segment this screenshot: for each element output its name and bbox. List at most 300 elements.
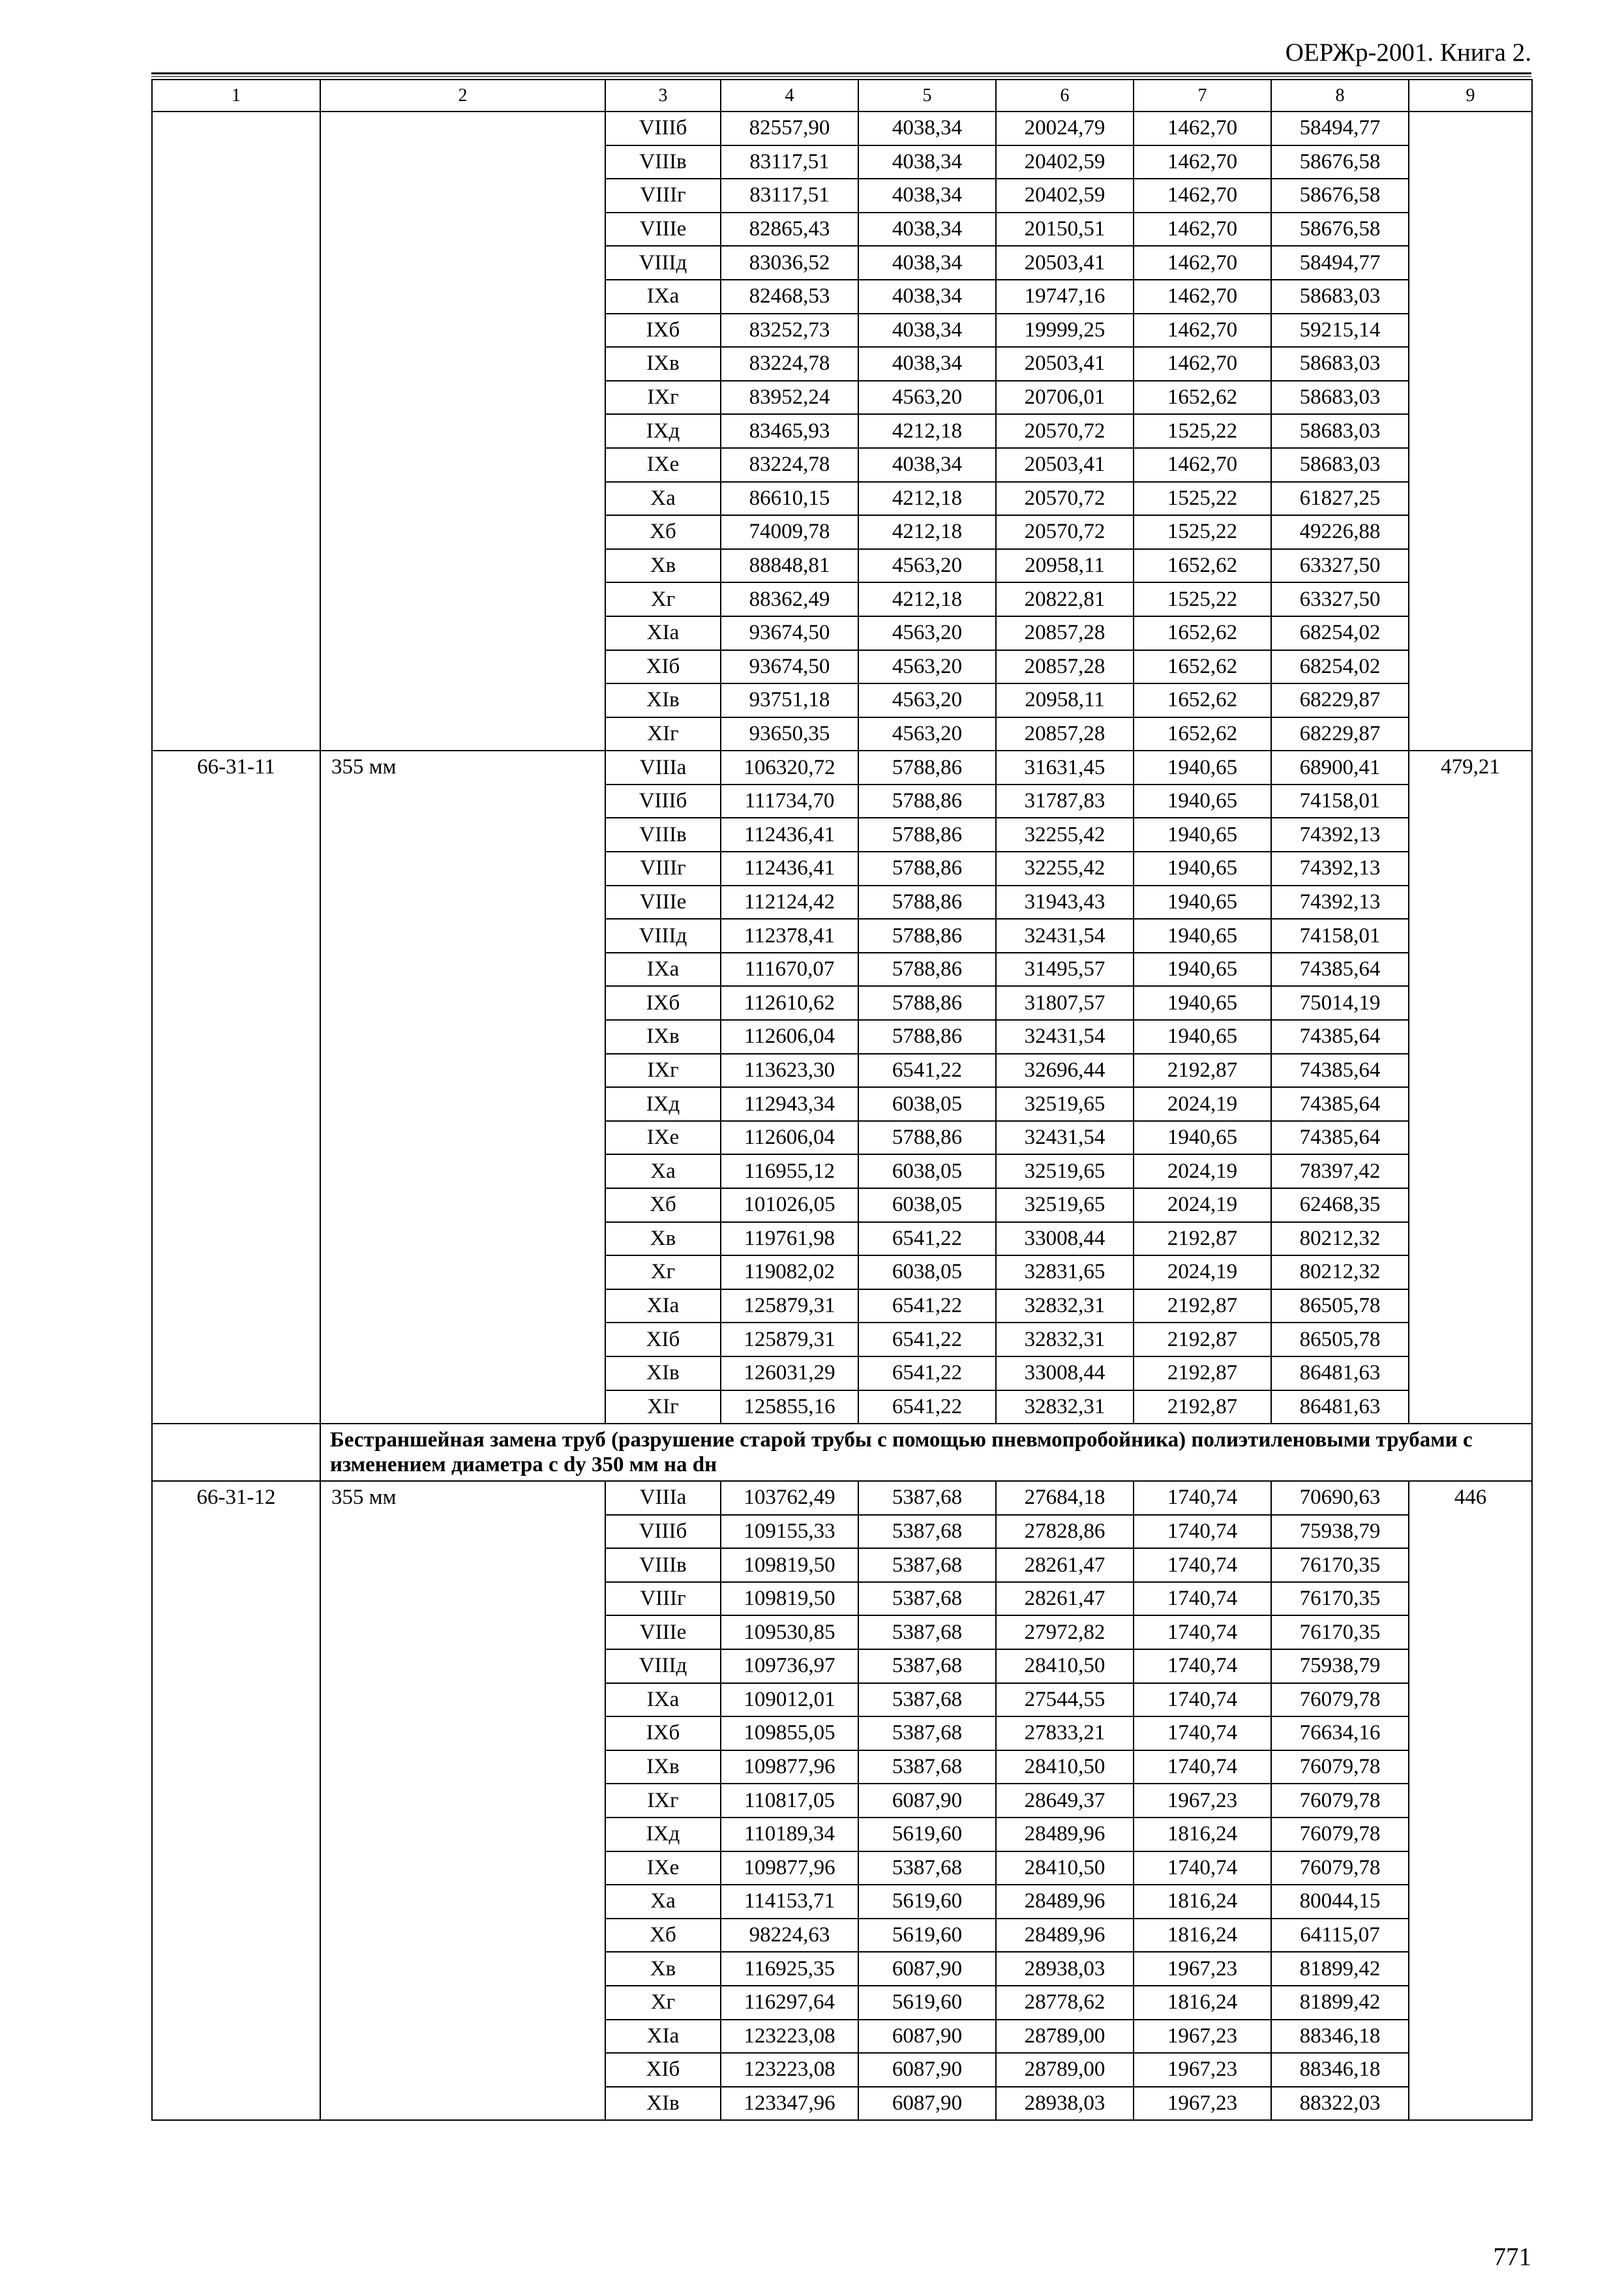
table-cell: XIa <box>605 616 721 650</box>
table-cell: 32696,44 <box>996 1054 1134 1088</box>
table-cell: 6087,90 <box>858 2087 996 2121</box>
table-cell: Xa <box>605 482 721 516</box>
table-cell: 28410,50 <box>996 1649 1134 1683</box>
table-cell: 1940,65 <box>1134 953 1271 987</box>
table-cell: 2192,87 <box>1134 1222 1271 1256</box>
table-cell: 1940,65 <box>1134 751 1271 785</box>
table-cell: 32255,42 <box>996 818 1134 852</box>
table-cell: 88848,81 <box>721 549 858 583</box>
table-cell: 110817,05 <box>721 1784 858 1818</box>
table-cell: 32519,65 <box>996 1087 1134 1121</box>
table-cell: 76079,78 <box>1271 1818 1409 1851</box>
table-cell: 76079,78 <box>1271 1784 1409 1818</box>
table-cell: 1967,23 <box>1134 2053 1271 2087</box>
table-cell: 61827,25 <box>1271 482 1409 516</box>
table-cell: 1740,74 <box>1134 1481 1271 1515</box>
table-cell: 82468,53 <box>721 280 858 314</box>
table-cell: 1525,22 <box>1134 482 1271 516</box>
table-cell: 32431,54 <box>996 919 1134 953</box>
table-cell: Xб <box>605 1919 721 1952</box>
table-cell: 2192,87 <box>1134 1289 1271 1323</box>
table-cell: 109736,97 <box>721 1649 858 1683</box>
table-cell: 5387,68 <box>858 1548 996 1582</box>
table-cell: 6038,05 <box>858 1154 996 1188</box>
table-cell: 6038,05 <box>858 1087 996 1121</box>
pipe-size: 355 мм <box>320 1481 605 2120</box>
table-cell: 82557,90 <box>721 112 858 145</box>
table-cell: 6087,90 <box>858 1952 996 1986</box>
table-cell: XIa <box>605 2020 721 2054</box>
table-cell: 4038,34 <box>858 347 996 381</box>
table-cell: 4563,20 <box>858 717 996 751</box>
table-cell: 86610,15 <box>721 482 858 516</box>
table-cell: 112436,41 <box>721 818 858 852</box>
table-cell: Xв <box>605 1222 721 1256</box>
table-cell: 58683,03 <box>1271 347 1409 381</box>
table-cell: 83224,78 <box>721 448 858 482</box>
table-cell: 1462,70 <box>1134 112 1271 145</box>
table-cell: 74158,01 <box>1271 785 1409 818</box>
table-cell: 86505,78 <box>1271 1289 1409 1323</box>
table-cell: 6038,05 <box>858 1188 996 1222</box>
table-cell: 20150,51 <box>996 213 1134 247</box>
table-cell: 1740,74 <box>1134 1548 1271 1582</box>
section-heading: Бестраншейная замена труб (разрушение старой трубы с помощью пневмопробойника) полиэтиленовыми трубами с изменением диаметра с dу 350 мм на dн <box>320 1424 1532 1481</box>
table-cell: VIIIe <box>605 213 721 247</box>
table-cell: IXe <box>605 1851 721 1885</box>
table-cell: 28410,50 <box>996 1750 1134 1784</box>
table-cell: IXд <box>605 414 721 448</box>
table-cell: 1652,62 <box>1134 683 1271 717</box>
table-cell: 28789,00 <box>996 2053 1134 2087</box>
table-cell: 106320,72 <box>721 751 858 785</box>
table-cell: 126031,29 <box>721 1356 858 1390</box>
rates-table-body <box>152 80 1532 2120</box>
table-cell: 109155,33 <box>721 1515 858 1549</box>
table-cell: IXe <box>605 1121 721 1155</box>
table-cell: 20024,79 <box>996 112 1134 145</box>
table-cell: 1652,62 <box>1134 650 1271 684</box>
table-cell: 2024,19 <box>1134 1087 1271 1121</box>
table-cell: 20570,72 <box>996 515 1134 549</box>
table-cell: 1940,65 <box>1134 852 1271 886</box>
table-cell: VIIIб <box>605 785 721 818</box>
column-9-value: 479,21 <box>1409 751 1532 1424</box>
table-cell: 6541,22 <box>858 1054 996 1088</box>
table-cell: IXб <box>605 1716 721 1750</box>
table-cell: 1967,23 <box>1134 2020 1271 2054</box>
table-cell: 28778,62 <box>996 1986 1134 2020</box>
table-cell: Xa <box>605 1885 721 1919</box>
table-cell: 4212,18 <box>858 482 996 516</box>
table-cell: 75014,19 <box>1271 986 1409 1020</box>
table-cell: 4038,34 <box>858 448 996 482</box>
table-cell: 6541,22 <box>858 1222 996 1256</box>
table-cell: 86481,63 <box>1271 1390 1409 1424</box>
table-cell: 27972,82 <box>996 1615 1134 1649</box>
column-number: 4 <box>721 80 858 112</box>
table-cell: 1740,74 <box>1134 1649 1271 1683</box>
table-cell: 88346,18 <box>1271 2053 1409 2087</box>
table-cell: 74158,01 <box>1271 919 1409 953</box>
pipe-size: 355 мм <box>320 751 605 1424</box>
table-cell: VIIIe <box>605 886 721 920</box>
table-cell: IXб <box>605 314 721 348</box>
table-cell: 1652,62 <box>1134 717 1271 751</box>
table-cell: 112943,34 <box>721 1087 858 1121</box>
table-cell: 5387,68 <box>858 1649 996 1683</box>
table-cell: 5788,86 <box>858 986 996 1020</box>
table-cell: 88346,18 <box>1271 2020 1409 2054</box>
table-cell: 1525,22 <box>1134 515 1271 549</box>
table-cell: 1816,24 <box>1134 1986 1271 2020</box>
table-cell: 27544,55 <box>996 1683 1134 1717</box>
table-cell: 27833,21 <box>996 1716 1134 1750</box>
table-cell: 28489,96 <box>996 1885 1134 1919</box>
table-cell: 5387,68 <box>858 1716 996 1750</box>
table-cell: 6087,90 <box>858 2053 996 2087</box>
table-cell: IXa <box>605 1683 721 1717</box>
table-cell: XIг <box>605 1390 721 1424</box>
table-cell: Xб <box>605 515 721 549</box>
table-cell: 1967,23 <box>1134 1952 1271 1986</box>
table-cell: 1525,22 <box>1134 582 1271 616</box>
table-cell: 5619,60 <box>858 1919 996 1952</box>
table-cell: 58676,58 <box>1271 145 1409 179</box>
table-cell: 1940,65 <box>1134 919 1271 953</box>
table-cell: 59215,14 <box>1271 314 1409 348</box>
header-rule-thick <box>151 72 1531 74</box>
table-cell: 1940,65 <box>1134 818 1271 852</box>
table-cell: VIIIa <box>605 751 721 785</box>
table-cell: 1940,65 <box>1134 785 1271 818</box>
page-header <box>151 34 1531 73</box>
table-cell: 68900,41 <box>1271 751 1409 785</box>
table-cell: 20402,59 <box>996 145 1134 179</box>
table-cell: 123347,96 <box>721 2087 858 2121</box>
table-cell: 5788,86 <box>858 818 996 852</box>
table-cell: 83465,93 <box>721 414 858 448</box>
table-cell: 58676,58 <box>1271 213 1409 247</box>
table-cell: 114153,71 <box>721 1885 858 1919</box>
table-cell: 74392,13 <box>1271 818 1409 852</box>
table-cell: VIIIд <box>605 1649 721 1683</box>
table-cell: 116925,35 <box>721 1952 858 1986</box>
table-cell: VIIIб <box>605 1515 721 1549</box>
table-cell: IXг <box>605 1054 721 1088</box>
table-cell: 1740,74 <box>1134 1716 1271 1750</box>
section-heading-row <box>152 1424 1532 1481</box>
table-cell: 4563,20 <box>858 683 996 717</box>
table-cell: 74385,64 <box>1271 1087 1409 1121</box>
book-title: ОЕРЖр-2001. Книга 2. <box>1285 38 1531 67</box>
table-cell: 32831,65 <box>996 1255 1134 1289</box>
table-cell: 76170,35 <box>1271 1582 1409 1616</box>
table-cell: 1652,62 <box>1134 381 1271 415</box>
table-cell: 5788,86 <box>858 953 996 987</box>
table-cell: 28261,47 <box>996 1582 1134 1616</box>
table-cell: 58683,03 <box>1271 280 1409 314</box>
table-cell: 5788,86 <box>858 751 996 785</box>
table-cell: 86481,63 <box>1271 1356 1409 1390</box>
table-cell: 112606,04 <box>721 1121 858 1155</box>
table-cell: 58683,03 <box>1271 448 1409 482</box>
table-cell: 2024,19 <box>1134 1188 1271 1222</box>
table-cell: 6541,22 <box>858 1289 996 1323</box>
table-cell: 125879,31 <box>721 1289 858 1323</box>
table-cell: 32832,31 <box>996 1323 1134 1356</box>
table-cell: 2192,87 <box>1134 1356 1271 1390</box>
table-cell: 4563,20 <box>858 650 996 684</box>
table-cell: XIб <box>605 1323 721 1356</box>
table-cell: 1462,70 <box>1134 213 1271 247</box>
table-cell: 109819,50 <box>721 1582 858 1616</box>
table-cell: 1967,23 <box>1134 2087 1271 2121</box>
table-cell: IXa <box>605 953 721 987</box>
table-cell: Xa <box>605 1154 721 1188</box>
table-cell: 1740,74 <box>1134 1615 1271 1649</box>
table-cell: 63327,50 <box>1271 549 1409 583</box>
table-cell: 20706,01 <box>996 381 1134 415</box>
table-cell: 4038,34 <box>858 213 996 247</box>
table-cell: 1525,22 <box>1134 414 1271 448</box>
table-cell: 4038,34 <box>858 179 996 213</box>
table-cell: 81899,42 <box>1271 1986 1409 2020</box>
table-cell: 76079,78 <box>1271 1851 1409 1885</box>
table-cell: 109819,50 <box>721 1548 858 1582</box>
table-cell: 112124,42 <box>721 886 858 920</box>
table-cell: 75938,79 <box>1271 1649 1409 1683</box>
table-cell: 82865,43 <box>721 213 858 247</box>
table-cell: 109855,05 <box>721 1716 858 1750</box>
table-cell: 98224,63 <box>721 1919 858 1952</box>
table-cell: IXв <box>605 1020 721 1054</box>
table-cell: 63327,50 <box>1271 582 1409 616</box>
table-cell: 64115,07 <box>1271 1919 1409 1952</box>
table-cell: Xг <box>605 1255 721 1289</box>
table-cell: 1816,24 <box>1134 1885 1271 1919</box>
table-cell: 75938,79 <box>1271 1515 1409 1549</box>
table-cell: 78397,42 <box>1271 1154 1409 1188</box>
table-cell: 80044,15 <box>1271 1885 1409 1919</box>
table-cell: XIб <box>605 650 721 684</box>
table-cell: 74392,13 <box>1271 886 1409 920</box>
table-cell: 19747,16 <box>996 280 1134 314</box>
table-cell: 1462,70 <box>1134 145 1271 179</box>
table-cell: 28789,00 <box>996 2020 1134 2054</box>
table-cell: 4212,18 <box>858 515 996 549</box>
table-cell: VIIIв <box>605 1548 721 1582</box>
page-number: 771 <box>1493 2243 1531 2271</box>
table-row <box>152 751 1532 785</box>
table-cell: 1652,62 <box>1134 549 1271 583</box>
table-cell: 83224,78 <box>721 347 858 381</box>
table-cell: 93674,50 <box>721 650 858 684</box>
table-cell: 20503,41 <box>996 246 1134 280</box>
table-cell: 80212,32 <box>1271 1255 1409 1289</box>
table-cell: 20857,28 <box>996 616 1134 650</box>
table-cell: 4212,18 <box>858 582 996 616</box>
table-cell: 83252,73 <box>721 314 858 348</box>
blank-size-cell <box>320 112 605 751</box>
table-cell: 31943,43 <box>996 886 1134 920</box>
blank-code-cell <box>152 112 320 751</box>
table-cell: 5387,68 <box>858 1683 996 1717</box>
table-cell: 1462,70 <box>1134 179 1271 213</box>
table-cell: 27828,86 <box>996 1515 1134 1549</box>
table-cell: 32519,65 <box>996 1188 1134 1222</box>
table-cell: VIIIг <box>605 1582 721 1616</box>
table-cell: 83952,24 <box>721 381 858 415</box>
table-cell: XIв <box>605 2087 721 2121</box>
table-cell: 1462,70 <box>1134 314 1271 348</box>
table-cell: 74009,78 <box>721 515 858 549</box>
table-cell: 83036,52 <box>721 246 858 280</box>
table-cell: 5387,68 <box>858 1750 996 1784</box>
table-cell: 1740,74 <box>1134 1515 1271 1549</box>
table-cell: 70690,63 <box>1271 1481 1409 1515</box>
table-cell: 76170,35 <box>1271 1615 1409 1649</box>
table-cell: IXe <box>605 448 721 482</box>
table-cell: VIIIг <box>605 852 721 886</box>
table-cell: 4212,18 <box>858 414 996 448</box>
table-cell: 58494,77 <box>1271 112 1409 145</box>
table-cell: 1940,65 <box>1134 1121 1271 1155</box>
table-cell: 6087,90 <box>858 2020 996 2054</box>
column-9-value: 446 <box>1409 1481 1532 2120</box>
table-cell: 1462,70 <box>1134 280 1271 314</box>
table-cell: XIв <box>605 1356 721 1390</box>
table-cell: 68229,87 <box>1271 717 1409 751</box>
table-cell: Xв <box>605 549 721 583</box>
table-cell: 62468,35 <box>1271 1188 1409 1222</box>
table-cell: 20857,28 <box>996 717 1134 751</box>
rate-code: 66-31-11 <box>152 751 320 1424</box>
table-cell: 109530,85 <box>721 1615 858 1649</box>
table-cell: IXб <box>605 986 721 1020</box>
table-cell: 19999,25 <box>996 314 1134 348</box>
table-cell: 5387,68 <box>858 1851 996 1885</box>
table-cell: 4038,34 <box>858 112 996 145</box>
table-cell: IXг <box>605 381 721 415</box>
table-cell: IXв <box>605 347 721 381</box>
table-cell: 2024,19 <box>1134 1255 1271 1289</box>
table-cell: VIIIг <box>605 179 721 213</box>
table-cell: VIIIe <box>605 1615 721 1649</box>
table-cell: 103762,49 <box>721 1481 858 1515</box>
table-cell: 2192,87 <box>1134 1054 1271 1088</box>
table-cell: Xг <box>605 1986 721 2020</box>
table-cell: 86505,78 <box>1271 1323 1409 1356</box>
table-cell: XIг <box>605 717 721 751</box>
table-cell: 2192,87 <box>1134 1323 1271 1356</box>
table-cell: 1940,65 <box>1134 986 1271 1020</box>
table-cell: 58676,58 <box>1271 179 1409 213</box>
table-cell: 1816,24 <box>1134 1818 1271 1851</box>
table-cell: 113623,30 <box>721 1054 858 1088</box>
table-cell: XIa <box>605 1289 721 1323</box>
table-cell: 123223,08 <box>721 2053 858 2087</box>
table-cell: 111734,70 <box>721 785 858 818</box>
table-cell: 20503,41 <box>996 448 1134 482</box>
table-cell: 32832,31 <box>996 1390 1134 1424</box>
table-cell: IXa <box>605 280 721 314</box>
table-cell: 80212,32 <box>1271 1222 1409 1256</box>
table-cell: 83117,51 <box>721 145 858 179</box>
table-cell: 1740,74 <box>1134 1750 1271 1784</box>
table-cell: 123223,08 <box>721 2020 858 2054</box>
table-cell: 109877,96 <box>721 1750 858 1784</box>
table-cell: 1967,23 <box>1134 1784 1271 1818</box>
table-cell: 101026,05 <box>721 1188 858 1222</box>
table-cell: 31787,83 <box>996 785 1134 818</box>
table-cell: 4563,20 <box>858 549 996 583</box>
table-cell: 1652,62 <box>1134 616 1271 650</box>
column-number: 3 <box>605 80 721 112</box>
table-cell: 119761,98 <box>721 1222 858 1256</box>
table-cell: 32431,54 <box>996 1020 1134 1054</box>
table-cell: 1740,74 <box>1134 1582 1271 1616</box>
table-cell: 5788,86 <box>858 852 996 886</box>
table-cell: 74385,64 <box>1271 1020 1409 1054</box>
table-cell: VIIIд <box>605 919 721 953</box>
rate-code: 66-31-12 <box>152 1481 320 2120</box>
table-cell: 32832,31 <box>996 1289 1134 1323</box>
table-cell: 20503,41 <box>996 347 1134 381</box>
rates-table <box>151 79 1533 2121</box>
column-number: 5 <box>858 80 996 112</box>
table-cell: 6087,90 <box>858 1784 996 1818</box>
table-cell: 111670,07 <box>721 953 858 987</box>
table-cell: IXд <box>605 1818 721 1851</box>
table-cell: IXв <box>605 1750 721 1784</box>
table-cell: 5387,68 <box>858 1582 996 1616</box>
table-cell: 74385,64 <box>1271 1121 1409 1155</box>
table-cell: 20822,81 <box>996 582 1134 616</box>
table-cell: 5619,60 <box>858 1818 996 1851</box>
blank-col9-cell <box>1409 112 1532 751</box>
table-cell: 76634,16 <box>1271 1716 1409 1750</box>
table-cell: 2024,19 <box>1134 1154 1271 1188</box>
table-cell: 74385,64 <box>1271 1054 1409 1088</box>
table-cell: 49226,88 <box>1271 515 1409 549</box>
table-cell: 20958,11 <box>996 549 1134 583</box>
table-cell: XIв <box>605 683 721 717</box>
table-cell: 125855,16 <box>721 1390 858 1424</box>
table-cell: 2192,87 <box>1134 1390 1271 1424</box>
table-cell: 4038,34 <box>858 314 996 348</box>
table-cell: 1462,70 <box>1134 347 1271 381</box>
table-cell: 58683,03 <box>1271 381 1409 415</box>
table-cell: Xб <box>605 1188 721 1222</box>
table-cell: 1462,70 <box>1134 246 1271 280</box>
table-cell: 28489,96 <box>996 1919 1134 1952</box>
table-cell: 74392,13 <box>1271 852 1409 886</box>
table-cell: 76170,35 <box>1271 1548 1409 1582</box>
table-cell: 31495,57 <box>996 953 1134 987</box>
column-number: 1 <box>152 80 320 112</box>
table-cell: IXг <box>605 1784 721 1818</box>
table-cell: 4563,20 <box>858 616 996 650</box>
table-cell: 112606,04 <box>721 1020 858 1054</box>
table-cell: 68229,87 <box>1271 683 1409 717</box>
table-cell: 76079,78 <box>1271 1683 1409 1717</box>
table-cell: 93751,18 <box>721 683 858 717</box>
table-cell: 58683,03 <box>1271 414 1409 448</box>
table-cell: 112378,41 <box>721 919 858 953</box>
table-cell: 5387,68 <box>858 1481 996 1515</box>
table-cell: 83117,51 <box>721 179 858 213</box>
